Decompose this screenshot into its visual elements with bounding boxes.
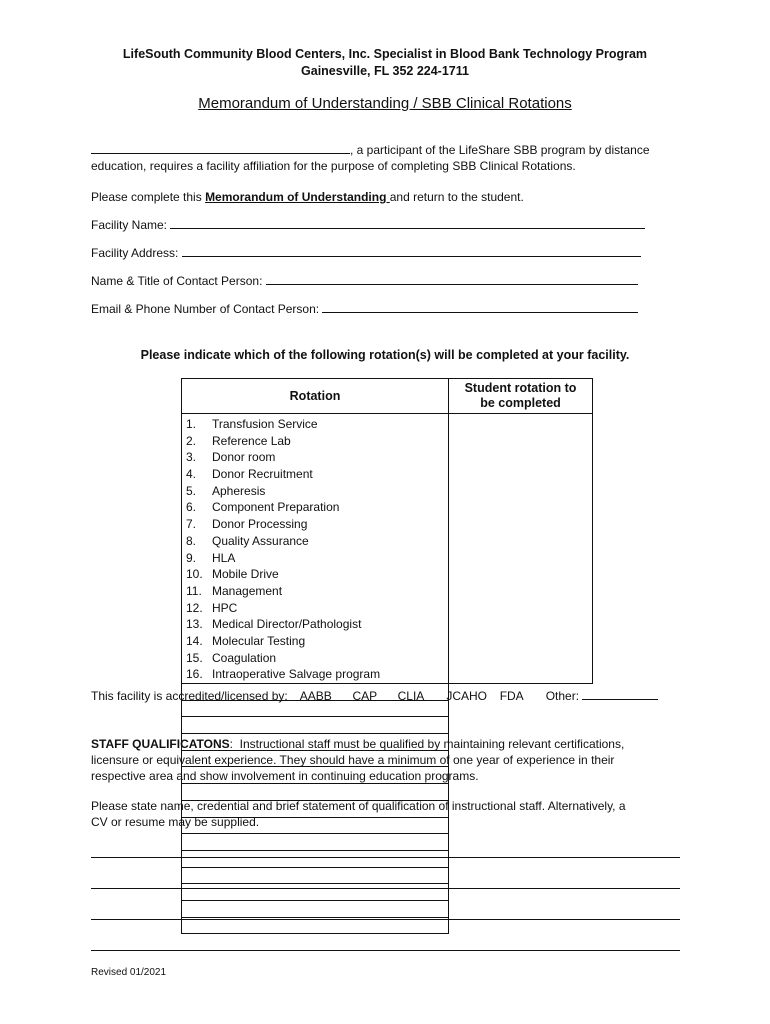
rotation-item-number: 2. (186, 433, 197, 448)
rotation-item-number: 6. (186, 500, 197, 515)
table-row (182, 414, 593, 684)
accreditation-option-aabb[interactable]: AABB (299, 689, 332, 703)
accreditation-label: This facility is accredited/licensed by: (91, 689, 288, 703)
instruction-emphasis: Memorandum of Understanding (205, 190, 390, 204)
staff-qualifications-paragraph (91, 736, 681, 784)
rotation-check-cell[interactable] (182, 884, 449, 901)
rotation-item-label: Medical Director/Pathologist (212, 617, 362, 632)
answer-line-1[interactable] (91, 857, 680, 858)
staff-line1: Instructional staff must be qualified by maintaining relevant certifications, (233, 737, 625, 751)
rotation-item-number: 7. (186, 517, 197, 532)
rotation-item-number: 4. (186, 467, 197, 482)
accreditation-other-field[interactable] (582, 689, 658, 700)
org-header-line2: Gainesville, FL 352 224-1711 (301, 64, 469, 78)
rotation-item-label: Donor room (212, 450, 276, 465)
rotation-item-number: 14. (186, 633, 203, 648)
table-row (182, 867, 593, 884)
rotation-item (186, 633, 448, 650)
table-row (182, 900, 593, 917)
table-row (182, 850, 593, 867)
rotation-item (186, 516, 448, 533)
rotation-item (186, 499, 448, 516)
rotation-check-cell[interactable] (182, 900, 449, 917)
staff-line3: respective area and show involvement in continuing education programs. (91, 769, 479, 783)
contact-email-label: Email & Phone Number of Contact Person: (91, 302, 320, 316)
rotation-check-cell[interactable] (182, 850, 449, 867)
student-rotation-header-line2: be completed (480, 396, 561, 410)
rotation-item-label: Quality Assurance (212, 533, 309, 548)
rotation-item-label: Management (212, 583, 283, 598)
rotation-table (181, 378, 593, 934)
rotation-prompt: Please indicate which of the following rotation(s) will be completed at your facility. (140, 348, 630, 362)
rotation-item (186, 616, 448, 633)
staff-qualifications-heading: STAFF QUALIFICATONS (91, 737, 230, 751)
rotation-item-label: Donor Processing (212, 517, 308, 532)
facility-address-field[interactable] (182, 246, 641, 257)
instruction-before: Please complete this (91, 190, 206, 204)
rotation-check-cell[interactable] (182, 867, 449, 884)
facility-address-row (91, 246, 641, 260)
rotation-item-label: Donor Recruitment (212, 467, 313, 482)
contact-email-row (91, 302, 638, 316)
intro-text-1: , a participant of the LifeShare SBB program by distance (350, 143, 650, 157)
facility-name-row (91, 218, 645, 232)
rotation-item (186, 483, 448, 500)
contact-person-field[interactable] (266, 274, 638, 285)
rotation-check-cell[interactable] (182, 717, 449, 734)
rotation-item-number: 11. (186, 583, 202, 598)
accreditation-option-jcaho[interactable]: JCAHO (446, 689, 487, 703)
accreditation-option-fda[interactable]: FDA (499, 689, 524, 703)
rotation-item-label: Transfusion Service (212, 417, 318, 431)
rotation-item-label: Reference Lab (212, 433, 291, 448)
rotation-item-number: 12. (186, 600, 203, 615)
student-rotation-column-header (449, 379, 593, 414)
rotation-item (186, 433, 448, 450)
document-title: Memorandum of Understanding / SBB Clinical Rotations (198, 95, 572, 112)
rotation-item (186, 533, 448, 550)
rotation-item-number: 10. (186, 567, 203, 582)
rotation-item-number: 13. (186, 617, 203, 632)
rotation-item-number: 1. (186, 417, 197, 431)
rotation-item-number: 8. (186, 533, 197, 548)
revision-note: Revised 01/2021 (91, 967, 167, 978)
rotation-item-label: Coagulation (212, 650, 277, 665)
rotation-item (186, 449, 448, 466)
rotation-item-number: 16. (186, 667, 203, 682)
facility-name-field[interactable] (170, 218, 645, 229)
rotation-item-label: HPC (212, 600, 238, 615)
table-row (182, 834, 593, 851)
intro-line1 (91, 143, 650, 157)
rotation-table-header (182, 379, 593, 414)
contact-person-label: Name & Title of Contact Person: (91, 274, 263, 288)
rotation-list (182, 414, 449, 684)
answer-line-4[interactable] (91, 950, 680, 951)
rotation-column-header: Rotation (182, 379, 449, 414)
contact-email-field[interactable] (322, 302, 638, 313)
rotation-item-label: Molecular Testing (212, 633, 306, 648)
rotation-item-number: 3. (186, 450, 197, 465)
rotation-item (186, 416, 448, 433)
rotation-item (186, 666, 448, 683)
rotation-item (186, 650, 448, 667)
intro-line2: education, requires a facility affiliation for the purpose of completing SBB Clinical Rotations. (91, 159, 576, 173)
rotation-item (186, 600, 448, 617)
student-name-blank[interactable] (91, 143, 350, 154)
statement-line1: Please state name, credential and brief statement of qualification of instructional staff. Alternatively, a (91, 799, 626, 813)
facility-address-label: Facility Address: (91, 246, 179, 260)
rotation-item-label: Intraoperative Salvage program (212, 667, 381, 682)
rotation-item-label: Component Preparation (212, 500, 340, 515)
facility-name-label: Facility Name: (91, 218, 168, 232)
accreditation-other-label: Other: (545, 689, 580, 703)
rotation-item-label: Apheresis (212, 483, 266, 498)
rotation-item-label: HLA (212, 550, 236, 565)
answer-line-3[interactable] (91, 919, 680, 920)
rotation-item (186, 466, 448, 483)
rotation-check-cell[interactable] (449, 414, 593, 684)
rotation-item-number: 5. (186, 483, 197, 498)
rotation-item (186, 566, 448, 583)
instruction-after: and return to the student. (389, 190, 524, 204)
instruction-line (91, 190, 524, 204)
rotation-item (186, 550, 448, 567)
table-row (182, 884, 593, 901)
rotation-item-label: Mobile Drive (212, 567, 279, 582)
accreditation-row (91, 689, 658, 703)
rotation-item-number: 15. (186, 650, 203, 665)
staff-line2: licensure or equivalent experience. They should have a minimum of one year of experience in their (91, 753, 615, 767)
contact-person-row (91, 274, 638, 288)
staff-colon: : (229, 737, 233, 751)
accreditation-option-clia[interactable]: CLIA (397, 689, 424, 703)
student-rotation-header-line1: Student rotation to (464, 381, 577, 395)
org-header-line1: LifeSouth Community Blood Centers, Inc. Specialist in Blood Bank Technology Program (122, 47, 648, 61)
rotation-check-cell[interactable] (182, 834, 449, 851)
table-row (182, 717, 593, 734)
accreditation-option-cap[interactable]: CAP (352, 689, 377, 703)
statement-line2: CV or resume may be supplied. (91, 815, 260, 829)
statement-paragraph (91, 798, 681, 830)
rotation-item (186, 583, 448, 600)
answer-line-2[interactable] (91, 888, 680, 889)
rotation-item-number: 9. (186, 550, 197, 565)
